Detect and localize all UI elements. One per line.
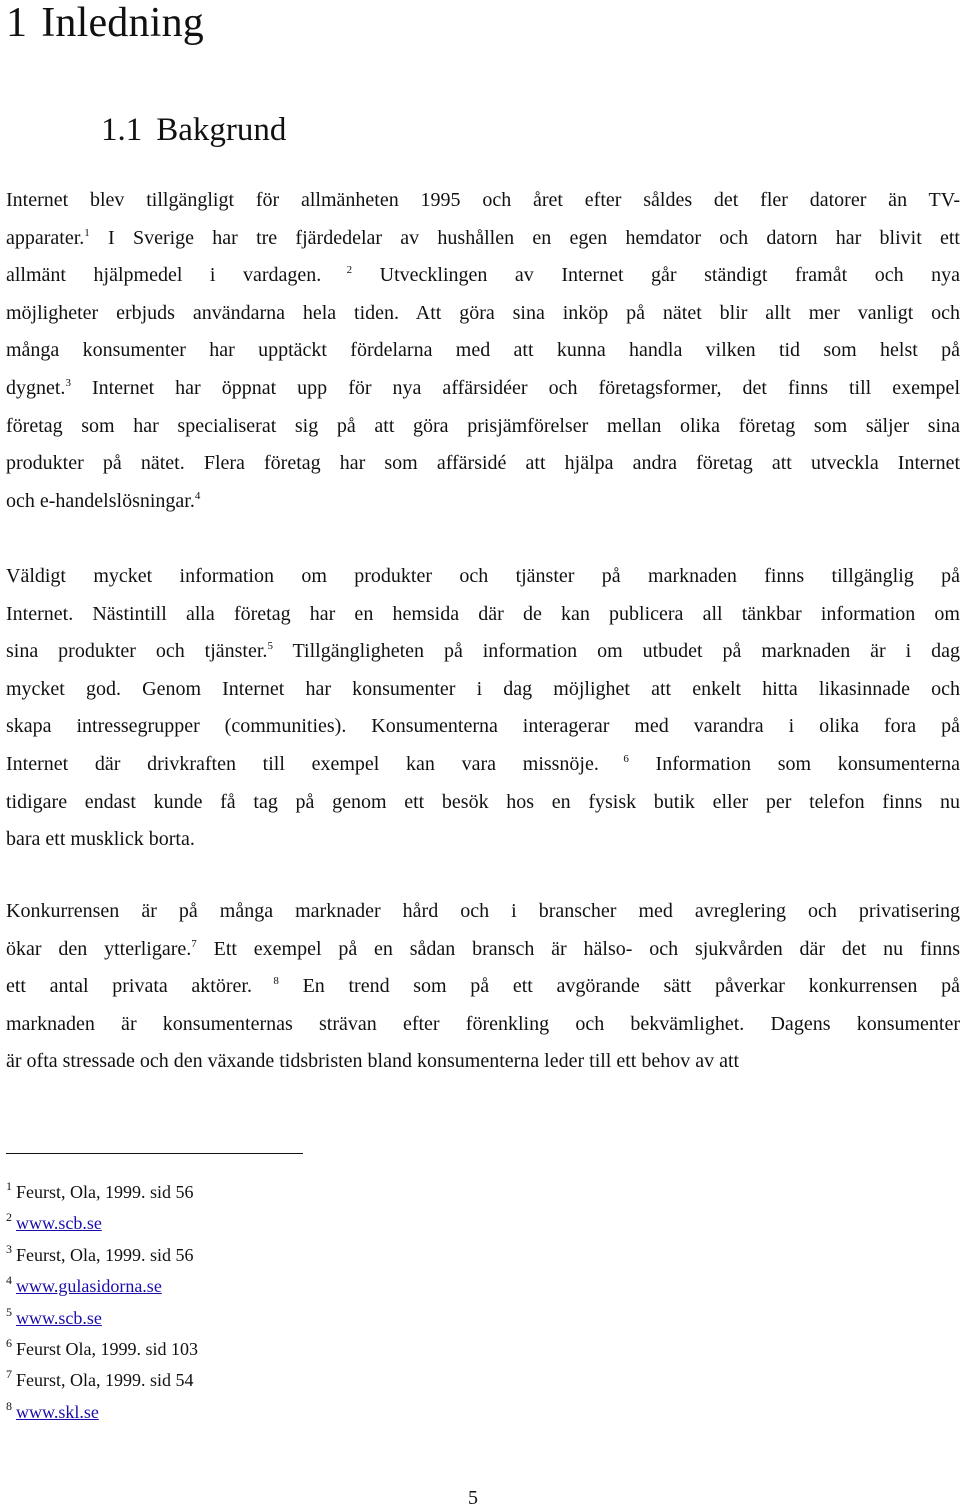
text-run: marknaden är konsumenternas strävan efter förenkling och bekvämlighet. Dagens konsumenter (6, 1012, 960, 1035)
text-line (6, 445, 960, 483)
text-line (6, 671, 960, 709)
footnote-list (6, 1177, 606, 1428)
footnote-number: 2 (6, 1210, 12, 1225)
text-run: Ett exempel på en sådan bransch är hälso- och sjukvården där det nu finns (196, 937, 960, 960)
text-run: I Sverige har tre fjärdedelar av hushållen en egen hemdator och datorn har blivit ett (89, 226, 960, 249)
footnote-number: 3 (6, 1241, 12, 1256)
text-line (6, 1043, 960, 1081)
footnote-link[interactable]: www.gulasidorna.se (16, 1276, 162, 1297)
footnote-item (6, 1271, 606, 1302)
footnote-text: Feurst, Ola, 1999. sid 56 (16, 1244, 194, 1265)
page-number: 5 (468, 1487, 478, 1509)
text-line (6, 182, 960, 220)
section-heading (101, 108, 286, 152)
footnote-item (6, 1240, 606, 1271)
section-number: 1.1 (101, 112, 143, 148)
text-line (6, 483, 960, 521)
chapter-title: Inledning (41, 0, 204, 46)
footnote-reference: 6 (598, 752, 629, 765)
text-line (6, 558, 960, 596)
text-line (6, 821, 960, 859)
text-line (6, 893, 960, 931)
footnote-item (6, 1177, 606, 1208)
footnote-item (6, 1397, 606, 1428)
text-run: Väldigt mycket information om produkter och tjänster på marknaden finns tillgänglig på (6, 565, 960, 587)
footnote-text: Feurst, Ola, 1999. sid 56 (16, 1182, 194, 1202)
text-run: mycket god. Genom Internet har konsumenter i dag möjlighet att enkelt hitta likasinnade och (6, 677, 960, 700)
footnote-number: 4 (6, 1273, 12, 1288)
text-run: ökar den ytterligare. (6, 937, 192, 960)
text-run: En trend som på ett avgörande sätt påverkar konkurrensen på (278, 975, 960, 998)
text-run: möjligheter erbjuds användarna hela tiden. Att göra sina inköp på nätet blir allt mer vanligt och (6, 301, 960, 324)
text-run: Internet blev tillgängligt för allmänheten 1995 och året efter såldes det fler datorer än TV- (6, 189, 960, 211)
text-line (6, 220, 960, 258)
text-line (6, 295, 960, 333)
footnote-number: 1 (6, 1179, 12, 1193)
text-run: sina produkter och tjänster. (6, 640, 268, 663)
text-run: skapa intressegrupper (communities). Konsumenterna interagerar med varandra i olika fora på (6, 715, 960, 738)
footnote-reference: 5 (267, 640, 273, 653)
text-run: Information som konsumenterna (628, 752, 960, 775)
footnote-text: Feurst, Ola, 1999. sid 54 (16, 1370, 194, 1391)
footnote-item (6, 1303, 606, 1334)
footnote-number: 8 (6, 1398, 12, 1413)
section-title: Bakgrund (156, 112, 287, 148)
text-run: och e-handelslösningar. (6, 489, 195, 512)
footnote-reference: 2 (321, 264, 353, 277)
paragraph (6, 893, 960, 1081)
text-line (6, 931, 960, 969)
text-line (6, 633, 960, 671)
footnote-link[interactable]: www.scb.se (16, 1213, 102, 1234)
paragraph (6, 558, 960, 859)
footnote-text: Feurst Ola, 1999. sid 103 (16, 1339, 198, 1360)
text-run: bara ett musklick borta. (6, 828, 195, 851)
text-line (6, 968, 960, 1006)
footnote-number: 5 (6, 1304, 12, 1319)
text-line (6, 784, 960, 822)
text-line (6, 746, 960, 784)
text-line (6, 332, 960, 370)
text-run: företag som har specialiserat sig på att göra prisjämförelser mellan olika företag som säljer sina (6, 414, 960, 437)
footnote-reference: 8 (251, 975, 279, 988)
text-line (6, 408, 960, 446)
text-run: Utvecklingen av Internet går ständigt framåt och nya (352, 264, 960, 287)
text-run: Internet har öppnat upp för nya affärsidéer och företagsformer, det finns till exempel (70, 376, 960, 399)
text-run: Tillgängligheten på information om utbudet på marknaden är i dag (272, 640, 960, 663)
text-line (6, 1006, 960, 1044)
text-run: dygnet. (6, 376, 66, 399)
text-run: Internet där drivkraften till exempel kan vara missnöje. (6, 752, 599, 775)
footnote-number: 6 (6, 1336, 12, 1351)
footnote-link[interactable]: www.skl.se (16, 1401, 99, 1422)
text-line (6, 596, 960, 634)
text-run: allmänt hjälpmedel i vardagen. (6, 264, 322, 287)
text-line (6, 370, 960, 408)
text-run: många konsumenter har upptäckt fördelarna med att kunna handla vilken tid som helst på (6, 339, 960, 362)
text-run: ett antal privata aktörer. (6, 975, 252, 998)
footnote-number: 7 (6, 1367, 12, 1382)
text-run: är ofta stressade och den växande tidsbristen bland konsumenterna leder till ett behov av att (6, 1050, 740, 1073)
text-run: Internet. Nästintill alla företag har en hemsida där de kan publicera all tänkbar information om (6, 602, 960, 625)
footnote-link[interactable]: www.scb.se (16, 1307, 102, 1328)
chapter-number: 1 (6, 0, 28, 46)
text-line (6, 708, 960, 746)
chapter-heading (6, 0, 204, 48)
footnote-item (6, 1365, 606, 1396)
text-run: apparater. (6, 226, 85, 249)
footnote-reference: 4 (194, 489, 201, 502)
footnote-reference: 3 (65, 376, 71, 389)
footnote-reference: 1 (84, 226, 90, 239)
text-line (6, 257, 960, 295)
footnote-item (6, 1334, 606, 1365)
footnote-item (6, 1208, 606, 1239)
paragraph (6, 182, 960, 520)
text-run: Konkurrensen är på många marknader hård och i branscher med avreglering och privatisering (6, 900, 960, 922)
footnote-separator (6, 1153, 303, 1154)
footnote-reference: 7 (191, 937, 197, 950)
text-run: produkter på nätet. Flera företag har som affärsidé att hjälpa andra företag att utveckla Internet (6, 452, 960, 475)
text-run: tidigare endast kunde få tag på genom ett besök hos en fysisk butik eller per telefon finns nu (6, 790, 960, 813)
